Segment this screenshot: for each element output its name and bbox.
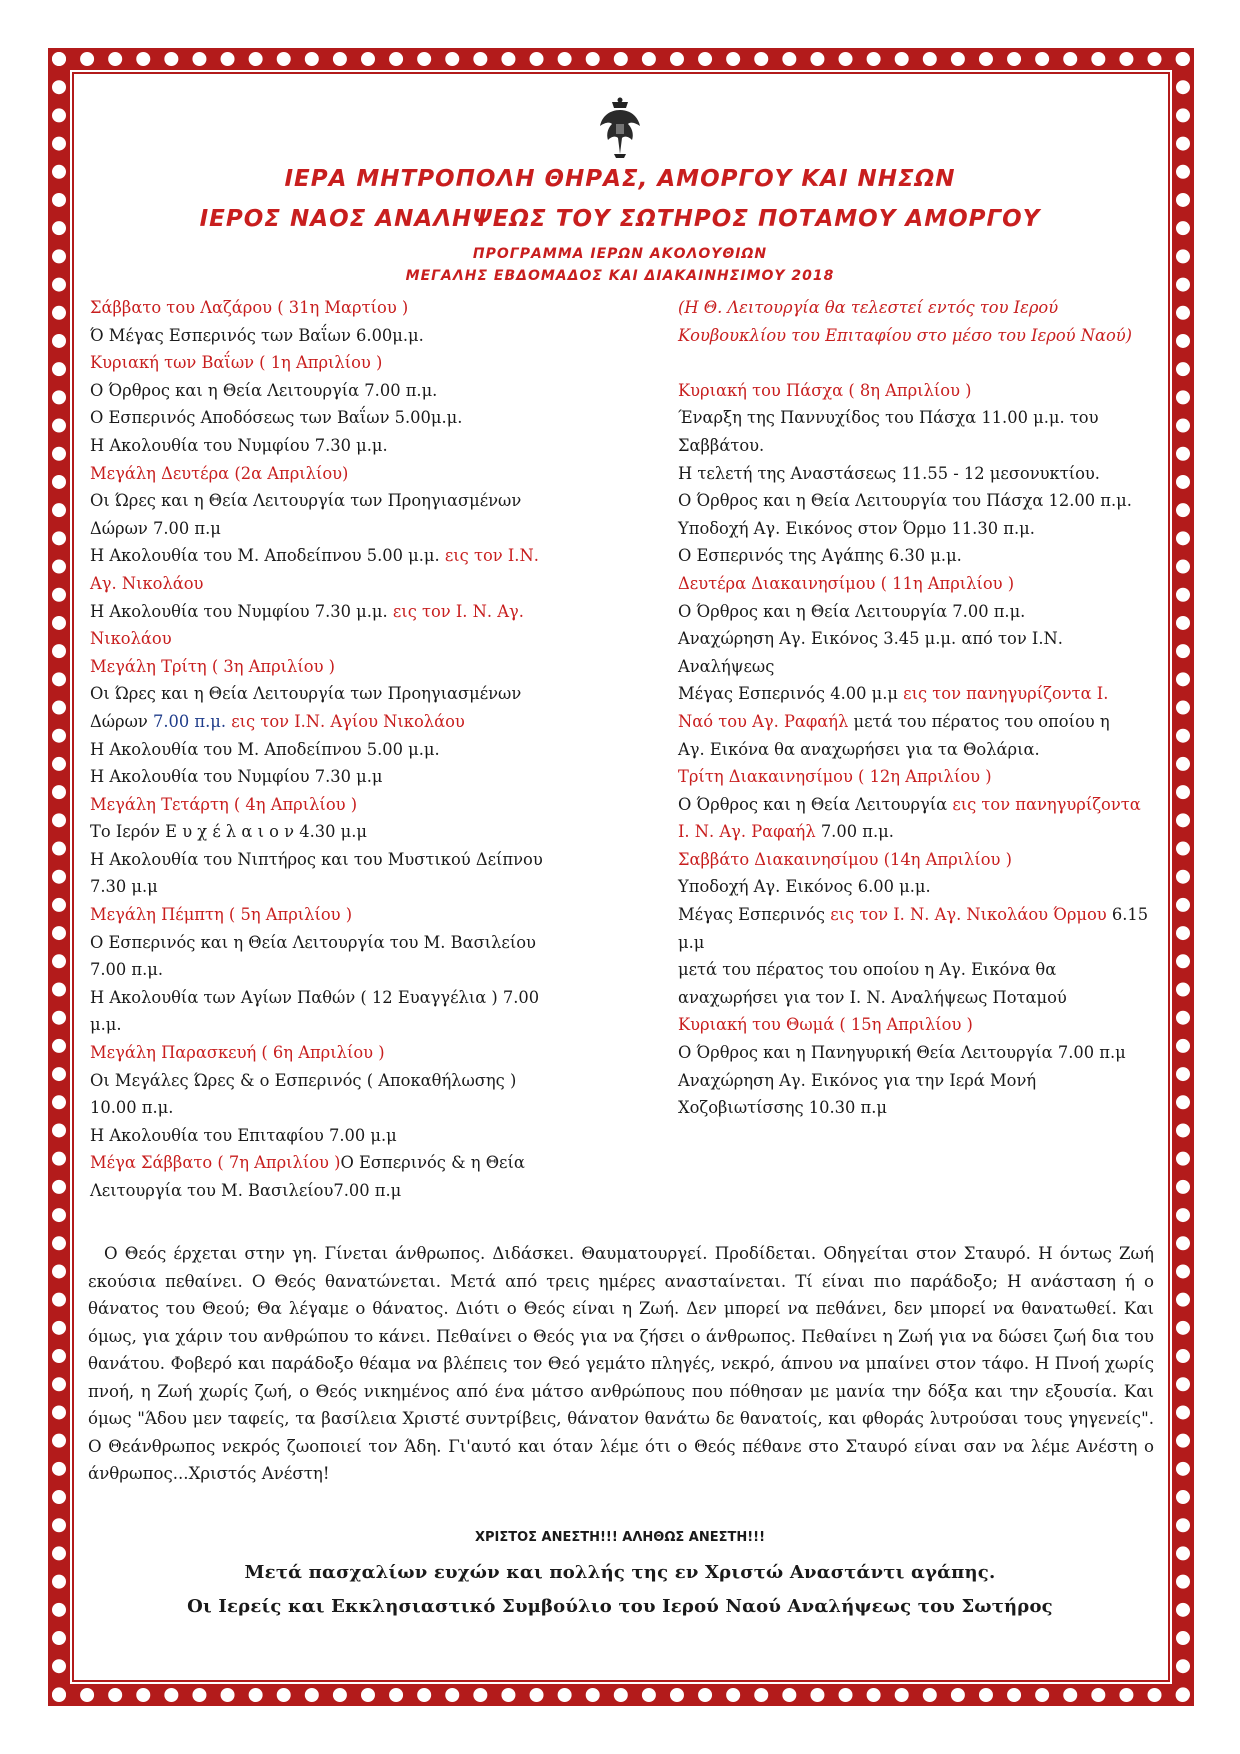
location-text: Ι. Ν. Αγ. Ραφαήλ [678,822,816,842]
header-church: ΙΕΡΟΣ ΝΑΟΣ ΑΝΑΛΗΨΕΩΣ ΤΟΥ ΣΩΤΗΡΟΣ ΠΟΤΑΜΟΥ ΑΜΟΡΓΟΥ [199,206,1041,232]
service-text: Ο Εσπερινός & η Θεία [340,1153,525,1173]
day-heading: Σάββατο του Λαζάρου ( 31η Μαρτίου ) [90,298,409,317]
service-line: Έναρξη της Παννυχίδος του Πάσχα 11.00 μ.μ. του [678,408,1099,428]
easter-greeting: ΧΡΙΣΤΟΣ ΑΝΕΣΤΗ!!! ΑΛΗΘΩΣ ΑΝΕΣΤΗ!!! [474,1530,766,1545]
service-text: Η Ακολουθία του Νυμφίου 7.30 μ.μ. [90,601,393,621]
day-heading: Κυριακή του Θωμά ( 15η Απριλίου ) [678,1015,973,1035]
service-line: Η Ακολουθία του Μ. Αποδείπνου 5.00 μ.μ. [90,739,440,759]
service-line: Η Ακολουθία των Αγίων Παθών ( 12 Ευαγγέλια ) 7.00 [90,987,540,1007]
day-heading: Δευτέρα Διακαινησίμου ( 11η Απριλίου ) [678,573,1015,593]
service-line: Αγ. Εικόνα θα αναχωρήσει για τα Θολάρια. [678,739,1040,759]
service-line [90,708,610,736]
note-line: Κουβουκλίου του Επιταφίου στο μέσο του Ιερού Ναού) [678,325,1133,345]
service-line: Ο Όρθρος και η Θεία Λειτουργία 7.00 π.μ. [678,601,1026,621]
service-line [90,542,610,570]
service-line: 10.00 π.μ. [90,1098,174,1118]
service-line [678,818,1168,846]
day-heading: Μεγάλη Δευτέρα (2α Απριλίου) [90,463,349,483]
service-line: Σαββάτου. [678,435,765,455]
location-text: εις τον Ι. Ν. Αγ. [392,601,524,621]
day-heading: Κυριακή των Βαΐων ( 1η Απριλίου ) [90,353,383,373]
closing-wishes: Μετά πασχαλίων ευχών και πολλής της εν Χριστώ Αναστάντι αγάπης. [244,1562,996,1583]
location-text: εις τον Ι.Ν. Αγίου Νικολάου [226,711,465,731]
service-line: Ο Όρθρος και η Πανηγυρική Θεία Λειτουργία 7.00 π.μ [678,1043,1126,1063]
header-metropolis: ΙΕΡΑ ΜΗΤΡΟΠΟΛΗ ΘΗΡΑΣ, ΑΜΟΡΓΟΥ ΚΑΙ ΝΗΣΩΝ [284,166,956,192]
service-line: Λειτουργία του Μ. Βασιλείου7.00 π.μ [90,1181,402,1200]
service-line: Η Ακολουθία του Επιταφίου 7.00 μ.μ [90,1125,397,1145]
service-line: Η τελετή της Αναστάσεως 11.55 - 12 μεσονυκτίου. [678,463,1100,483]
double-headed-eagle-icon [596,96,644,160]
service-line: 7.00 π.μ. [90,960,164,980]
day-heading: Μέγα Σάββατο ( 7η Απριλίου ) [90,1153,341,1173]
service-line [678,791,1168,819]
header-week: ΜΕΓΑΛΗΣ ΕΒΔΟΜΑΔΟΣ ΚΑΙ ΔΙΑΚΑΙΝΗΣΙΜΟΥ 2018 [405,268,835,284]
day-heading: Κυριακή του Πάσχα ( 8η Απριλίου ) [678,380,972,400]
location-line: Αγ. Νικολάου [90,573,204,593]
service-line: μετά του πέρατος του οποίου η Αγ. Εικόνα θα [678,960,1057,980]
service-line [678,680,1168,708]
service-line: Η Ακολουθία του Νυμφίου 7.30 μ.μ [90,767,383,787]
service-line: Αναχώρηση Αγ. Εικόνος 3.45 μ.μ. από τον Ι.Ν. [678,629,1063,649]
location-text: Ναό του Αγ. Ραφαήλ [678,711,849,731]
service-line: αναχωρήσει για τον Ι. Ν. Αναλήψεως Ποταμού [678,987,1067,1007]
location-text: εις τον πανηγυρίζοντα Ι. [903,684,1109,704]
location-text: εις τον Ι.Ν. [444,546,539,566]
note-line: (Η Θ. Λειτουργία θα τελεστεί εντός του Ιερού [678,298,1059,317]
service-text: 6.15 [1106,905,1149,925]
day-heading: Τρίτη Διακαινησίμου ( 12η Απριλίου ) [678,767,992,787]
service-line: Ό Μέγας Εσπερινός των Βαΐων 6.00μ.μ. [90,325,424,345]
day-heading: Μεγάλη Παρασκευή ( 6η Απριλίου ) [90,1043,385,1063]
service-line: Η Ακολουθία του Νυμφίου 7.30 μ.μ. [90,435,388,455]
location-text: εις τον Ι. Ν. Αγ. Νικολάου Όρμου [830,905,1107,925]
schedule-left-column [90,294,610,1205]
service-text: Ο Όρθρος και η Θεία Λειτουργία [678,794,953,814]
service-line: Αναχώρηση Αγ. Εικόνος για την Ιερά Μονή [678,1070,1037,1090]
service-text: Μέγας Εσπερινός 4.00 μ.μ [678,684,904,704]
closing-signature: Οι Ιερείς και Εκκλησιαστικό Συμβούλιο του Ιερού Ναού Αναλήψεως του Σωτήρος [187,1596,1053,1617]
service-line: Η Ακολουθία του Νιπτήρος και του Μυστικού Δείπνου [90,849,543,869]
service-line: Ο Εσπερινός της Αγάπης 6.30 μ.μ. [678,546,962,566]
service-line [90,598,610,626]
service-line: Οι Ώρες και η Θεία Λειτουργία των Προηγιασμένων [90,684,522,704]
easter-essay: Ο Θεός έρχεται στην γη. Γίνεται άνθρωπος. Διδάσκει. Θαυματουργεί. Προδίδεται. Οδηγείται στον Σταυρό. Η όντως Ζωή εκούσια πεθαίνει. Ο Θεός θανατώνεται. Μετά από τρεις ημέρες ανασταίνεται. Τί είναι πιο παράδοξο; Η ανάσταση ή ο θάνατος του Θεού; Θα λέγαμε ο θάνατος. Διότι ο Θεός είναι η Ζωή. Δεν μπορεί να πεθάνει, δεν μπορεί να θανατωθεί. Και όμως, για χάριν του ανθρώπου το κάνει. Πεθαίνει ο Θεός για να ζήσει ο άνθρωπος. Πεθαίνει η Ζωή για να δώσει ζωή δια του θανάτου. Φοβερό και παράδοξο θέαμα να βλέπεις τον Θεό γεμάτο πληγές, νεκρό, άπνου να μπαίνει στον τάφο. Η Πνοή χωρίς πνοή, η Ζωή χωρίς ζωή, ο Θεός νικημένος από ένα μάτσο ανθρώπους που πόθησαν με μανία την δόξα και την εξουσία. Και όμως "Άδου μεν ταφείς, τα βασίλεια Χριστέ συντρίβεις, θάνατον θανάτω δε θανατοίς, και φθοράς λυτρούσαι τους γηγενείς". Ο Θεάνθρωπος νεκρός ζωοποιεί τον Άδη. Γι'αυτό και όταν λέμε ότι ο Θεός πέθανε στο Σταυρό είναι σαν να λέμε Ανέστη ο άνθρωπος...Χριστός Ανέστη! [88,1244,1154,1483]
service-line: μ.μ. [90,1015,122,1035]
service-line: Ο Εσπερινός Αποδόσεως των Βαΐων 5.00μ.μ. [90,408,463,428]
service-line: Υποδοχή Αγ. Εικόνος 6.00 μ.μ. [678,877,931,897]
service-line: Χοζοβιωτίσσης 10.30 π.μ [678,1098,888,1118]
schedule-right-column [678,294,1168,1122]
service-line: μ.μ [678,932,705,952]
service-text: μετά του πέρατος του οποίου η [848,711,1110,731]
service-line: Δώρων 7.00 π.μ [90,518,221,538]
service-text: Η Ακολουθία του Μ. Αποδείπνου 5.00 μ.μ. [90,546,445,566]
service-line [678,901,1168,929]
service-line: Οι Ώρες και η Θεία Λειτουργία των Προηγιασμένων [90,491,522,511]
location-text: εις τον πανηγυρίζοντα [952,794,1141,814]
location-line: Νικολάου [90,629,172,649]
time-text: 7.00 π.μ. [152,711,227,731]
header-program: ΠΡΟΓΡΑΜΜΑ ΙΕΡΩΝ ΑΚΟΛΟΥΘΙΩΝ [472,246,768,262]
service-text: Δώρων [90,711,153,731]
day-heading: Μεγάλη Τετάρτη ( 4η Απριλίου ) [90,794,358,814]
service-line: Αναλήψεως [678,656,775,676]
spacer [678,349,1168,377]
day-heading: Σαββάτο Διακαινησίμου (14η Απριλίου ) [678,849,1012,869]
day-heading: Μεγάλη Πέμπτη ( 5η Απριλίου ) [90,905,353,925]
service-text: Μέγας Εσπερινός [678,905,831,925]
service-line: Ο Όρθρος και η Θεία Λειτουργία του Πάσχα 12.00 π.μ. [678,491,1132,511]
service-line: Ο Εσπερινός και η Θεία Λειτουργία του Μ. Βασιλείου [90,932,536,952]
service-line: Ο Όρθρος και η Θεία Λειτουργία 7.00 π.μ. [90,380,438,400]
day-heading: Μεγάλη Τρίτη ( 3η Απριλίου ) [90,656,335,676]
service-line: Υποδοχή Αγ. Εικόνος στον Όρμο 11.30 π.μ. [678,518,1035,538]
service-line: Το Ιερόν Ε υ χ έ λ α ι ο ν 4.30 μ.μ [90,822,367,842]
service-line [90,1149,610,1177]
service-line: Οι Μεγάλες Ώρες & ο Εσπερινός ( Αποκαθήλωσης ) [90,1070,517,1090]
service-text: 7.00 π.μ. [815,822,894,842]
service-line: 7.30 μ.μ [90,877,158,897]
service-line [678,708,1168,736]
